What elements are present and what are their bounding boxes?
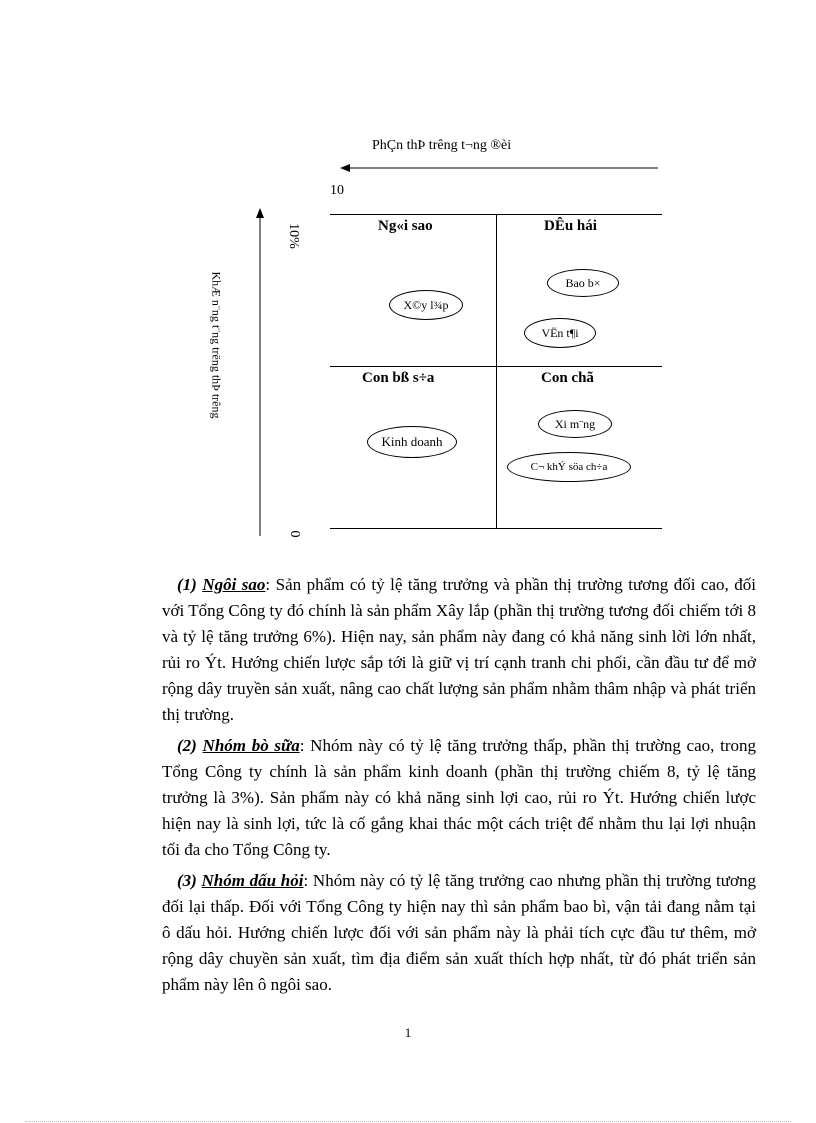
y-axis-arrow xyxy=(254,208,266,538)
paragraph-number: (1) xyxy=(177,575,203,594)
paragraph-heading: Nhóm dấu hỏi xyxy=(201,871,304,890)
item-kinh-doanh: Kinh doanh xyxy=(367,426,457,458)
item-co-khi-sua-chua: C¬ khÝ söa ch÷a xyxy=(507,452,631,482)
x-axis-arrow xyxy=(340,160,660,176)
paragraph-content: : Sản phẩm có tỷ lệ tăng trưởng và phần thị trường tương đối cao, đối với Tổng Công ty đó chính là sản phẩm Xây lắp (phần thị trường tương đối chiếm tới 8 và tỷ lệ tăng trưởng 6%). Hiện nay, sản phẩm này đang có khả năng sinh lời lớn nhất, rủi ro Ýt. Hướng chiến lược sắp tới là giữ vị trí cạnh tranh chi phối, cần đầu tư để mở rộng dây truyền sản xuất, nâng cao chất lượng sản phẩm nhằm thâm nhập và phát triển thị trường. xyxy=(162,575,756,724)
y-axis-value-bottom: 0 xyxy=(287,530,302,538)
paragraph-question xyxy=(162,868,756,998)
y-axis-label: KhÆ n¨ng t¨ng trëng thÞ trêng xyxy=(209,271,224,419)
matrix-center-line xyxy=(496,214,497,528)
item-van-tai: VËn t¶i xyxy=(524,318,596,348)
paragraph-heading: Nhóm bò sữa xyxy=(202,736,300,755)
quadrant-cow-title: Con bß s÷a xyxy=(362,370,435,386)
bcg-matrix-diagram xyxy=(0,0,816,560)
paragraph-star xyxy=(162,572,756,728)
paragraph-content: : Nhóm này có tỷ lệ tăng trưởng thấp, phần thị trường cao, trong Tổng Công ty chính là sản phẩm kinh doanh (phần thị trường chiếm 8, tỷ lệ tăng trưởng là 3%). Sản phẩm này có khả năng sinh lợi cao, rủi ro Ýt. Hướng chiến lược hiện nay là sinh lợi, tức là cố gắng khai thác một cách triệt để nhằm thu lại lợi nhuận tối đa cho Tổng Công ty. xyxy=(162,736,756,859)
paragraph-number: (3) xyxy=(177,871,202,890)
quadrant-dog-title: Con chã xyxy=(541,370,594,386)
matrix-bottom-line xyxy=(330,528,662,529)
page-bottom-border xyxy=(25,1121,791,1122)
item-xi-mang: Xi m¨ng xyxy=(538,410,612,438)
quadrant-question-title: DÊu hái xyxy=(544,218,597,234)
item-bao-bi: Bao b× xyxy=(547,269,619,297)
paragraph-content: : Nhóm này có tỷ lệ tăng trưởng cao nhưng phần thị trường tương đối lại thấp. Đối với Tổng Công ty hiện nay thì sản phẩm bao bì, vận tải đang nằm tại ô dấu hỏi. Hướng chiến lược đối với sản phẩm này là phải tích cực đầu tư thêm, mở rộng dây chuyền sản xuất, tìm địa điểm sản xuất thích hợp nhất, từ đó phát triển sản phẩm này lên ô ngôi sao. xyxy=(162,871,756,994)
paragraph-cow xyxy=(162,733,756,863)
x-axis-label: PhÇn thÞ trêng t¬ng ®èi xyxy=(372,138,512,153)
quadrant-star-title: Ng«i sao xyxy=(378,218,433,234)
y-axis-value-top: 10% xyxy=(286,223,301,249)
paragraph-number: (2) xyxy=(177,736,203,755)
body-text xyxy=(162,572,756,1003)
page-number: 1 xyxy=(404,1025,412,1040)
item-xay-lap: X©y l¾p xyxy=(389,290,463,320)
x-axis-value-top: 10 xyxy=(330,183,344,198)
paragraph-heading: Ngôi sao xyxy=(202,575,266,594)
